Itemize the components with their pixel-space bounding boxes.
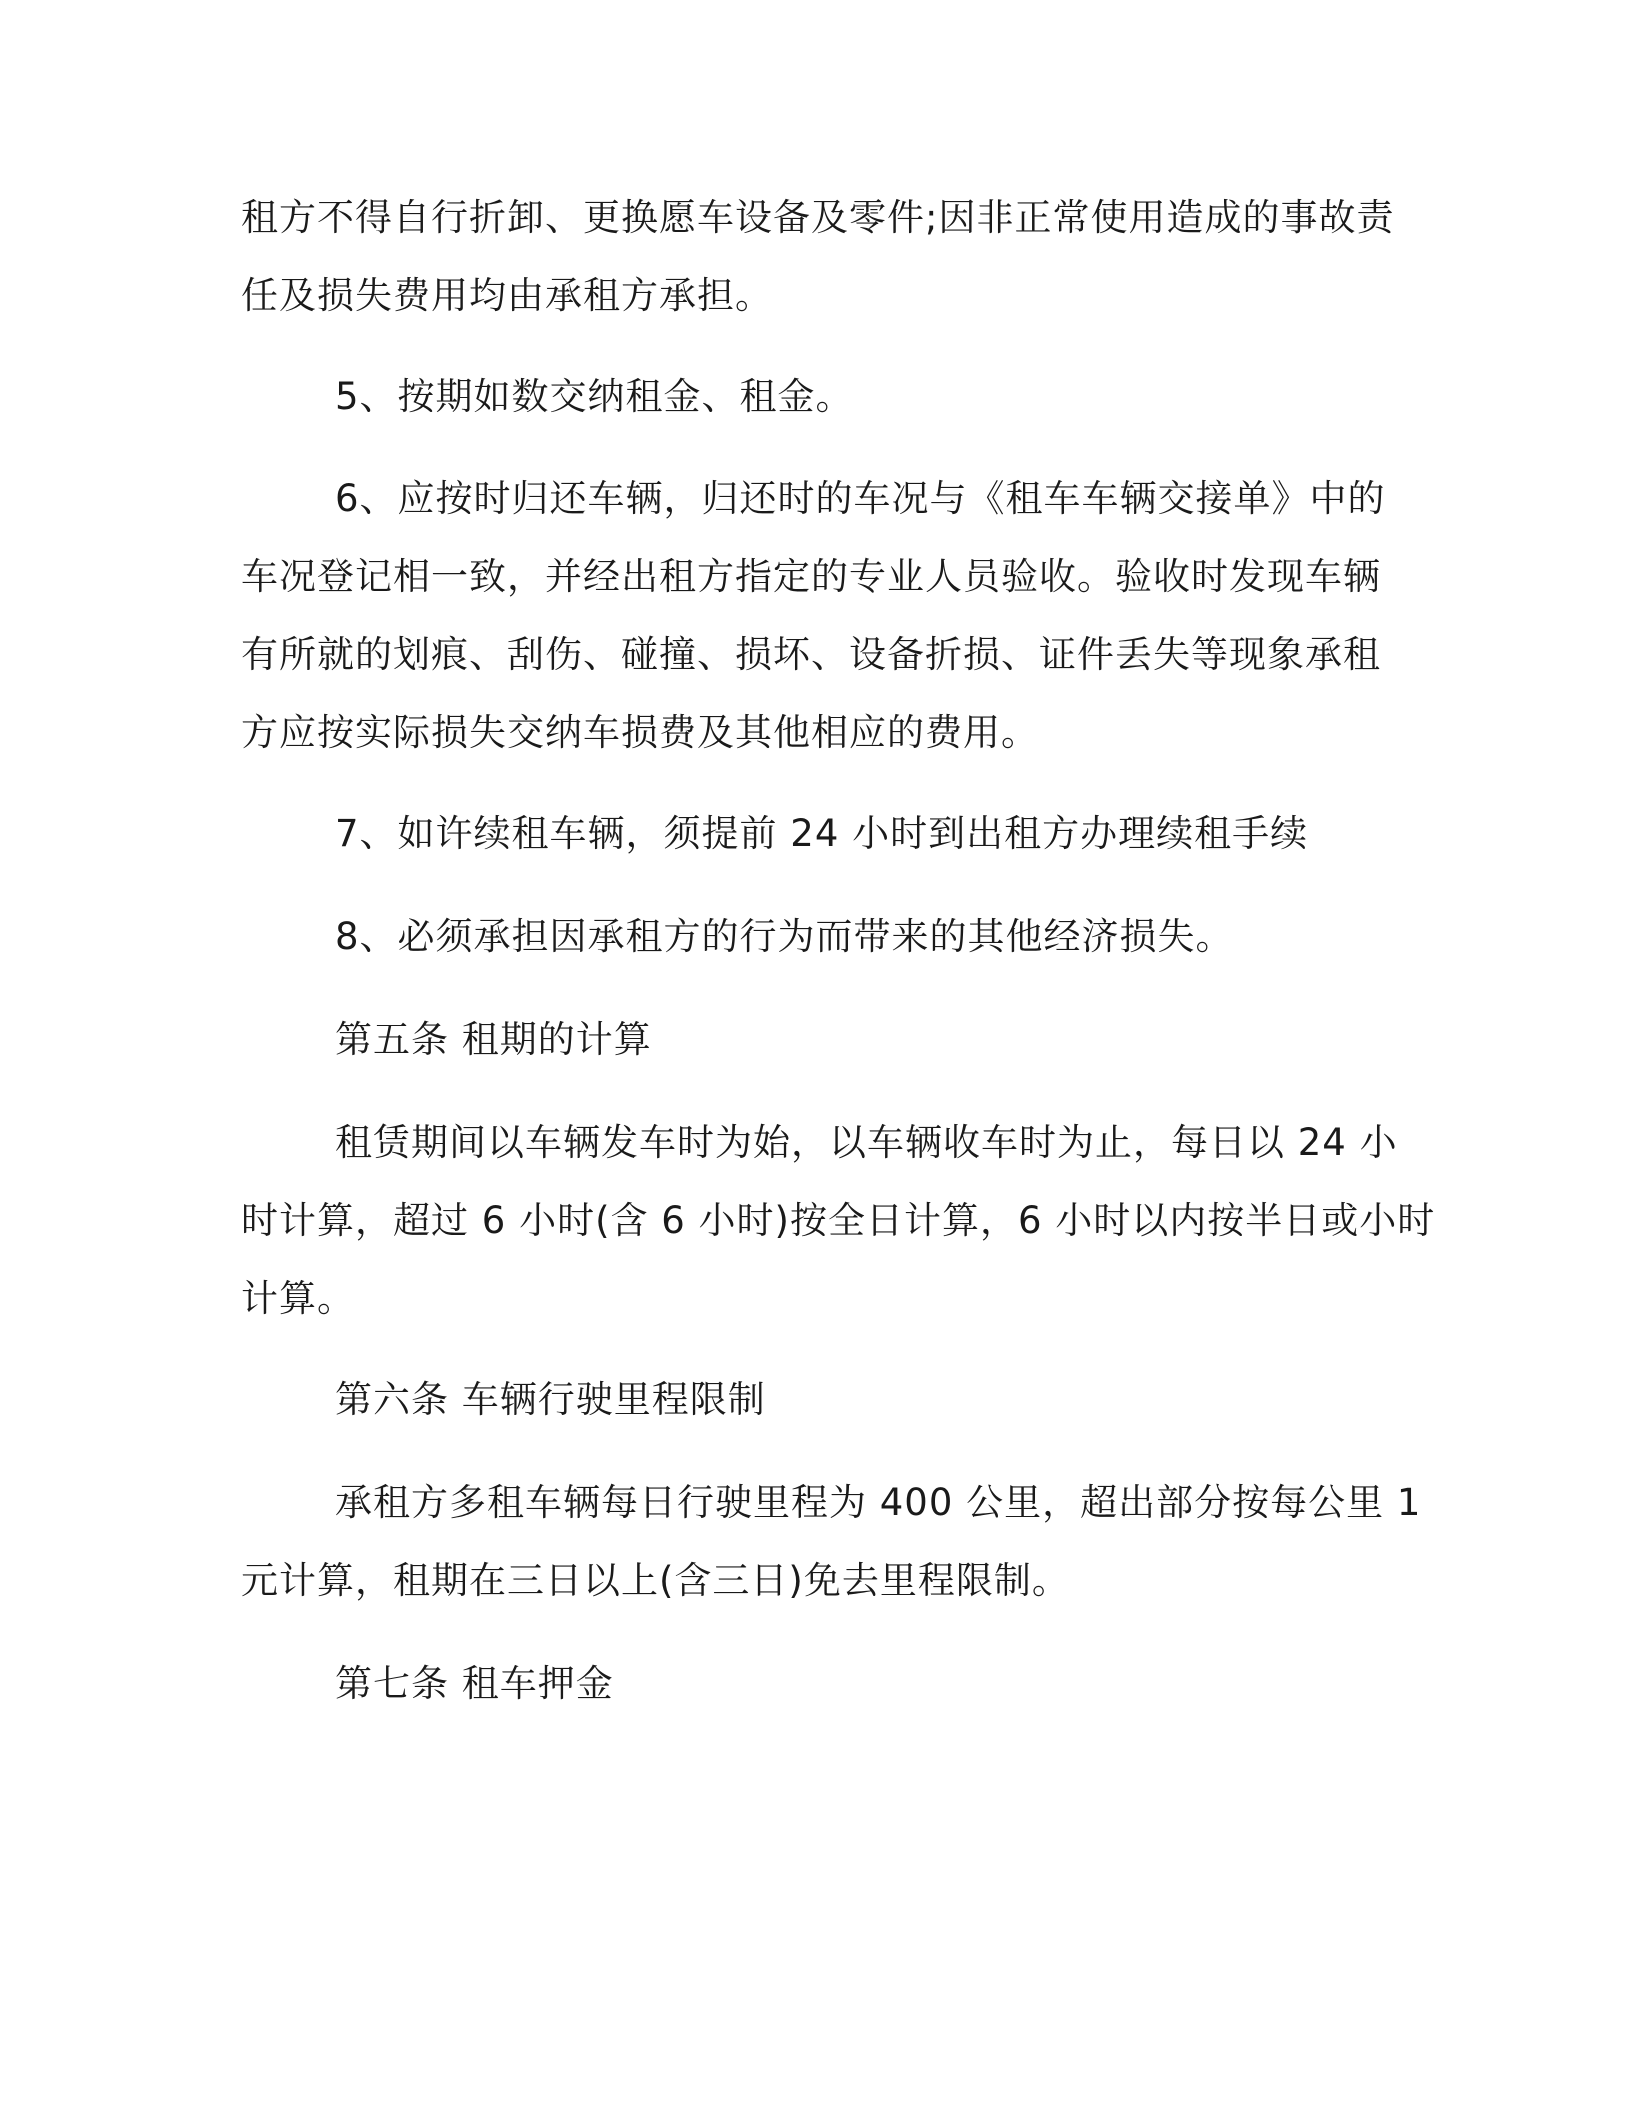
text-line: 租方不得自行折卸、更换愿车设备及零件;因非正常使用造成的事故责	[241, 196, 1395, 239]
text-line: 有所就的划痕、刮伤、碰撞、损坏、设备折损、证件丢失等现象承租	[241, 633, 1381, 676]
paragraph-item-7	[241, 795, 1396, 873]
text-line: 承租方多租车辆每日行驶里程为 400 公里，超出部分按每公里 1	[335, 1481, 1422, 1524]
text-line: 第七条 租车押金	[335, 1662, 614, 1705]
paragraph-continuation	[241, 179, 1396, 335]
text-line: 第六条 车辆行驶里程限制	[335, 1378, 766, 1421]
text-line: 6、应按时归还车辆，归还时的车况与《租车车辆交接单》中的	[335, 477, 1386, 520]
text-line: 时计算，超过 6 小时(含 6 小时)按全日计算，6 小时以内按半日或小时	[241, 1199, 1436, 1242]
text-line: 车况登记相一致，并经出租方指定的专业人员验收。验收时发现车辆	[241, 555, 1381, 598]
text-line: 方应按实际损失交纳车损费及其他相应的费用。	[241, 711, 1039, 754]
text-line: 租赁期间以车辆发车时为始，以车辆收车时为止，每日以 24 小	[335, 1121, 1398, 1164]
text-line: 任及损失费用均由承租方承担。	[241, 274, 773, 317]
heading-article-6	[241, 1361, 1396, 1439]
paragraph-item-8	[241, 898, 1396, 976]
text-line: 第五条 租期的计算	[335, 1018, 652, 1061]
text-line: 计算。	[241, 1277, 355, 1320]
text-line: 7、如许续租车辆，须提前 24 小时到出租方办理续租手续	[335, 812, 1309, 855]
text-line: 8、必须承担因承租方的行为而带来的其他经济损失。	[335, 915, 1234, 958]
paragraph-item-6	[241, 460, 1396, 772]
paragraph-item-5	[241, 358, 1396, 436]
text-line: 元计算，租期在三日以上(含三日)免去里程限制。	[241, 1559, 1070, 1602]
text-line: 5、按期如数交纳租金、租金。	[335, 375, 854, 418]
paragraph-article-5-body	[241, 1104, 1436, 1338]
heading-article-5	[241, 1001, 1396, 1079]
paragraph-article-6-body	[241, 1464, 1422, 1620]
heading-article-7	[241, 1645, 1396, 1723]
